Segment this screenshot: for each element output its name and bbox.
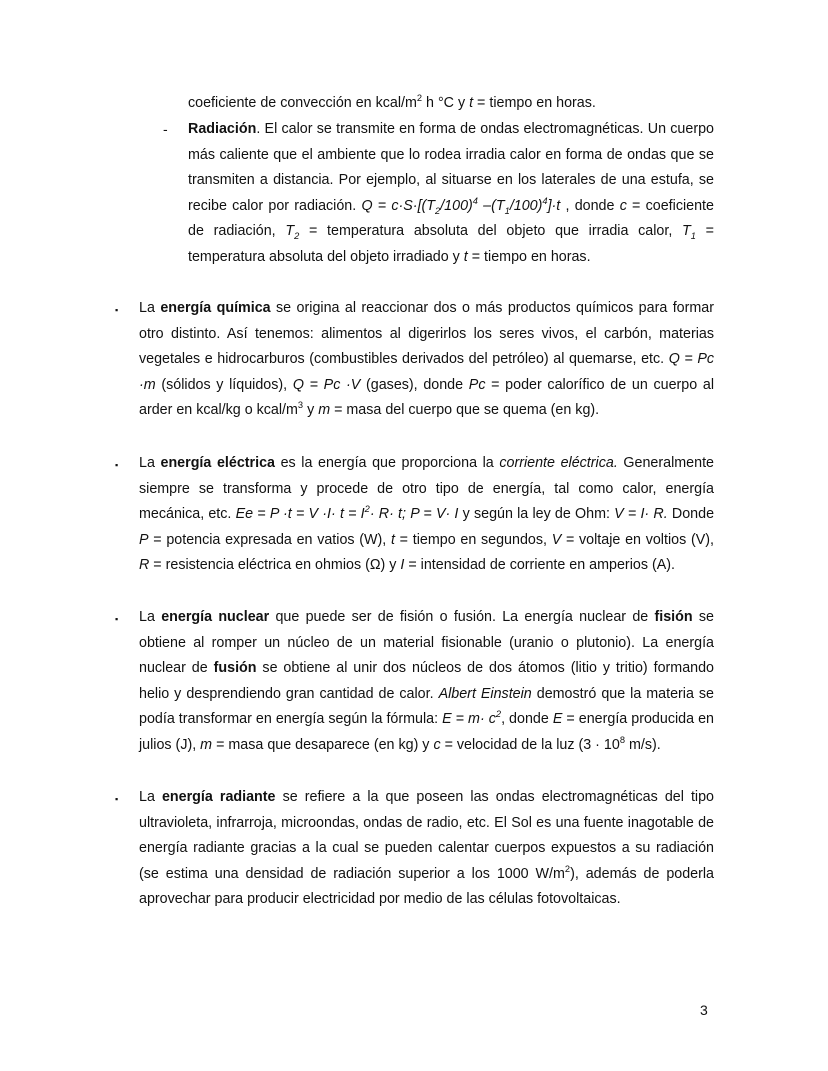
bullet-icon: ▪ — [115, 794, 119, 804]
paragraph-electric-energy: La energía eléctrica es la energía que proporciona la corriente eléctrica. Generalmente siempre se transforma y procede de otro tipo de energía, tal como calor, energía mecánica, etc. $Ee = P \cdot t = V \cdot I\cdot t = I^2\cdot R\cdot t$; P = V· I y según la ley de Ohm: V = I· R. Donde P = potencia expresada en vatios (W), t = tiempo en segundos, V = voltaje en voltios (V), R = resistencia eléctrica en ohmios (Ω) y I = intensidad de corriente en amperios (A). — [139, 455, 715, 574]
bullet-icon: ▪ — [115, 614, 119, 624]
paragraph-nuclear-energy: La energía nuclear que puede ser de fisión o fusión. La energía nuclear de fisión se obtiene al romper un núcleo de un material fisionable (uranio o plutonio). La energía nuclear de fusión se obtiene al unir dos núcleos de dos átomos (litio y tritio) formando helio y desprendiendo gran cantidad de calor. Albert Einstein demostró que la materia se podía transformar en energía según la fórmula: $E = m\cdot c^2$, donde E = energía producida en julios (J), m = masa que desaparece (en kg) y c = velocidad de la luz ($3 \cdot 10^8$ m/s). — [139, 609, 715, 753]
paragraph-radiant-energy: La energía radiante se refiere a la que poseen las ondas electromagnéticas del tipo ultravioleta, infrarroja, microondas, ondas de radio, etc. El Sol es una fuente inagotable de energía radiante gracias a la cual se pueden calentar cuerpos expuestos a su radiación (se estima una densidad de radiación superior a los 1000 $W/m^2$), además de poderla aprovechar para producir electricidad por medio de las células fotovoltaicas. — [139, 789, 715, 908]
bullet-icon: ▪ — [115, 460, 119, 470]
page-number: 3 — [700, 1002, 708, 1018]
bullet-icon: ▪ — [115, 305, 119, 315]
paragraph-chemical-energy: La energía química se origina al reaccionar dos o más productos químicos para formar otro distinto. Así tenemos: alimentos al digerirlos los seres vivos, el carbón, materias vegetales e hidrocarburos (combustibles derivados del petróleo) al quemarse, etc. Q = Pc ·m (sólidos y líquidos), Q = Pc ·V (gases), donde Pc = poder calorífico de un cuerpo al arder en kcal/kg o kcal/$m^3$ y m = masa del cuerpo que se quema (en kg). — [139, 300, 714, 419]
list-dash-marker: - — [163, 121, 168, 137]
paragraph-convection-end: coeficiente de convección en kcal/$m^2$ h °C y t = tiempo en horas. — [188, 93, 596, 111]
paragraph-radiation: Radiación. El calor se transmite en forma de ondas electromagnéticas. Un cuerpo más caliente que el ambiente que lo rodea irradia calor en forma de ondas que se transmiten a distancia. Por ejemplo, al situarse en los laterales de una estufa, se recibe calor por radiación. $Q = c\cdot S\cdot[(T_2/100)^4$ $-(T_1/100)^4]\cdot t$ , donde c = coeficiente de radiación, $T_2$ = temperatura absoluta del objeto que irradia calor, $T_1$ = temperatura absoluta del objeto irradiado y t = tiempo en horas. — [188, 121, 714, 265]
